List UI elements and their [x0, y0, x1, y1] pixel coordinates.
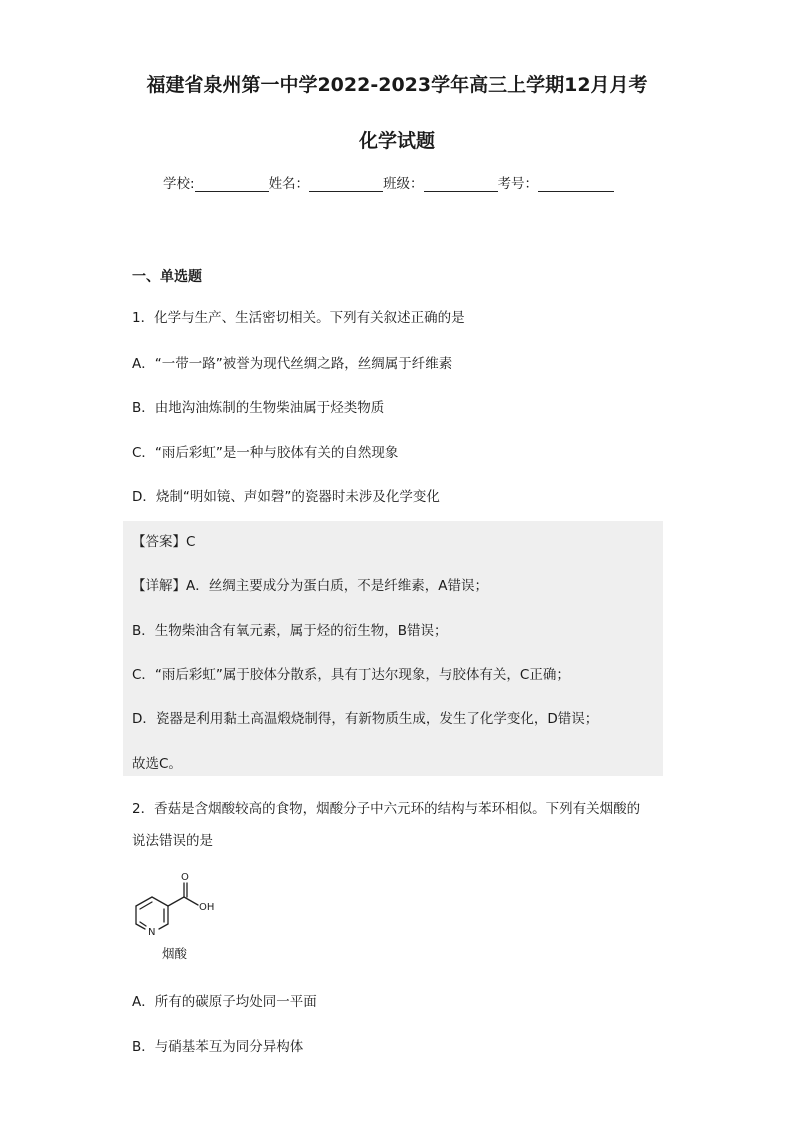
- question-1-detail-line: B．生物柴油含有氧元素，属于烃的衍生物，B错误；: [132, 623, 448, 639]
- ring-bond: [152, 897, 168, 906]
- question-1-detail-line: C．“雨后彩虹”属于胶体分散系，具有丁达尔现象，与胶体有关，C正确；: [132, 667, 570, 683]
- section-heading: 一、单选题: [132, 269, 202, 285]
- answer-explanation-box: [123, 521, 663, 776]
- question-1-stem: 1．化学与生产、生活密切相关。下列有关叙述正确的是: [132, 310, 465, 326]
- ring-bond: [159, 924, 168, 929]
- class-blank: [424, 177, 498, 192]
- student-info-line: [163, 172, 614, 192]
- question-1-detail-line: 故选C。: [132, 756, 182, 772]
- question-1-option-c: C．“雨后彩虹”是一种与胶体有关的自然现象: [132, 445, 399, 461]
- ring-double-bond: [140, 922, 146, 926]
- question-1-option-b: B．由地沟油炼制的生物柴油属于烃类物质: [132, 400, 385, 416]
- question-1-option-d: D．烧制“明如镜、声如磬”的瓷器时未涉及化学变化: [132, 489, 440, 505]
- nitrogen-atom-label: N: [148, 927, 156, 938]
- hydroxyl-atom-label: OH: [199, 902, 215, 913]
- carboxyl-bond: [168, 897, 184, 906]
- question-1-detail-line: D．瓷器是利用黏土高温煅烧制得，有新物质生成，发生了化学变化，D错误；: [132, 711, 599, 727]
- question-2-stem-continued: 说法错误的是: [132, 833, 213, 849]
- exam-number-blank: [538, 177, 614, 192]
- exam-number-label: 考号：: [497, 176, 539, 192]
- question-1-option-a: A．“一带一路”被誉为现代丝绸之路，丝绸属于纤维素: [132, 356, 453, 372]
- page-title: 福建省泉州第一中学2022-2023学年高三上学期12月月考: [146, 74, 648, 96]
- question-1-detail-line: 【详解】A．丝绸主要成分为蛋白质，不是纤维素，A错误；: [132, 578, 488, 594]
- hydroxyl-bond: [184, 897, 198, 905]
- ring-bond: [136, 897, 152, 906]
- name-blank: [309, 177, 383, 192]
- figure-caption: 烟酸: [162, 946, 188, 961]
- question-2-stem: 2．香菇是含烟酸较高的食物，烟酸分子中六元环的结构与苯环相似。下列有关烟酸的: [132, 801, 641, 817]
- name-label: 姓名：: [268, 176, 310, 192]
- oxygen-atom-label: O: [181, 872, 189, 883]
- question-2-option-a: A．所有的碳原子均处同一平面: [132, 994, 317, 1010]
- page-subtitle: 化学试题: [358, 130, 435, 152]
- question-2-option-b: B．与硝基苯互为同分异构体: [132, 1039, 304, 1055]
- class-label: 班级：: [383, 176, 424, 192]
- question-1-answer: 【答案】C: [132, 534, 196, 550]
- school-label: 学校:: [163, 176, 195, 192]
- school-blank: [195, 177, 269, 192]
